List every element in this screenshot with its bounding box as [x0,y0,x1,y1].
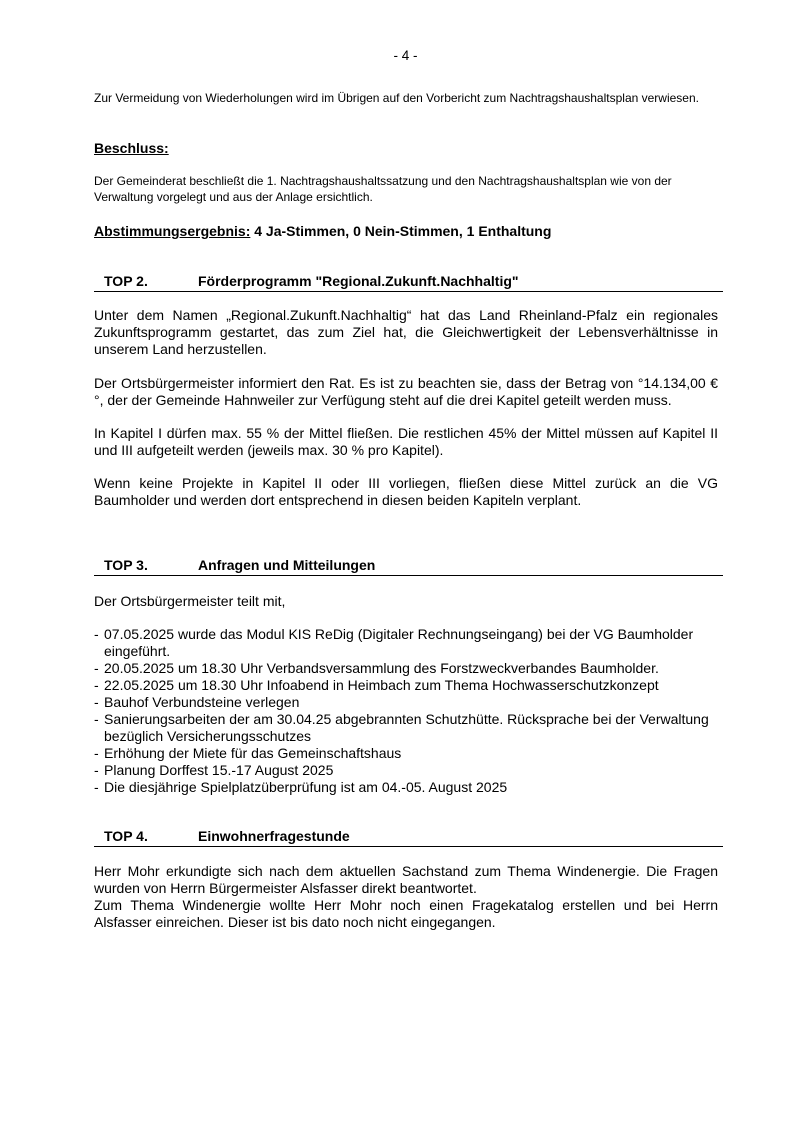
top3-number: TOP 3. [104,557,148,573]
top4-paragraph: Herr Mohr erkundigte sich nach dem aktuellen Sachstand zum Thema Windenergie. Die Fragen wurden von Herrn Bürgermeister Alsfasser direkt beantwortet. [94,863,718,896]
top3-intro: Der Ortsbürgermeister teilt mit, [94,593,286,609]
list-item: - Bauhof Verbundsteine verlegen [94,694,724,711]
top4-number: TOP 4. [104,828,148,844]
beschluss-heading: Beschluss: [94,140,169,156]
top2-paragraph: Unter dem Namen „Regional.Zukunft.Nachhaltig“ hat das Land Rheinland-Pfalz ein regionales Zukunftsprogramm gestartet, das zum Ziel hat, die Gleichwertigkeit der Lebensverhältnisse in unserem Land herzustellen. [94,307,718,357]
beschluss-text: Der Gemeinderat beschließt die 1. Nachtragshaushaltssatzung und den Nachtragshaushaltsplan wie von der Verwaltung vorgelegt und aus der Anlage ersichtlich. [94,174,672,204]
top3-title: Anfragen und Mitteilungen [198,557,376,573]
top2-number: TOP 2. [104,273,148,289]
list-item: - Erhöhung der Miete für das Gemeinschaftshaus [94,745,724,762]
list-item: - 20.05.2025 um 18.30 Uhr Verbandsversammlung des Forstzweckverbandes Baumholder. [94,660,724,677]
top2-paragraph: Wenn keine Projekte in Kapitel II oder III vorliegen, fließen diese Mittel zurück an die VG Baumholder und werden dort entsprechend in diesen beiden Kapiteln verplant. [94,475,718,508]
list-item: - 07.05.2025 wurde das Modul KIS ReDig (Digitaler Rechnungseingang) bei der VG Baumholder eingeführt. [94,626,724,660]
list-item: - 22.05.2025 um 18.30 Uhr Infoabend in Heimbach zum Thema Hochwasserschutzkonzept [94,677,724,694]
top4-heading [94,828,723,847]
intro-text: Zur Vermeidung von Wiederholungen wird im Übrigen auf den Vorbericht zum Nachtragshaushaltsplan verwiesen. [94,91,699,105]
top2-paragraph: Der Ortsbürgermeister informiert den Rat. Es ist zu beachten sie, dass der Betrag von °14.134,00 €°, der der Gemeinde Hahnweiler zur Verfügung steht auf die drei Kapitel geteilt werden muss. [94,375,718,408]
list-item: - Sanierungsarbeiten der am 30.04.25 abgebrannten Schutzhütte. Rücksprache bei der Verwaltung bezüglich Versicherungsschutzes [94,711,724,745]
top3-heading [94,557,723,576]
list-item: - Die diesjährige Spielplatzüberprüfung ist am 04.-05. August 2025 [94,779,724,796]
top2-paragraph: In Kapitel I dürfen max. 55 % der Mittel fließen. Die restlichen 45% der Mittel müssen auf Kapitel II und III aufgeteilt werden (jeweils max. 30 % pro Kapitel). [94,425,718,458]
top4-paragraph: Zum Thema Windenergie wollte Herr Mohr noch einen Fragekatalog erstellen und bei Herrn Alsfasser einreichen. Dieser ist bis dato noch nicht eingegangen. [94,897,718,930]
top4-title: Einwohnerfragestunde [198,828,350,844]
list-item: - Planung Dorffest 15.-17 August 2025 [94,762,724,779]
vote-result [94,223,551,239]
vote-label: Abstimmungsergebnis: [94,223,251,239]
top2-heading [94,273,723,292]
top2-title: Förderprogramm "Regional.Zukunft.Nachhaltig" [198,273,519,289]
page-number: - 4 - [393,48,418,63]
vote-counts: 4 Ja-Stimmen, 0 Nein-Stimmen, 1 Enthaltung [250,223,552,239]
top3-list [94,626,724,796]
